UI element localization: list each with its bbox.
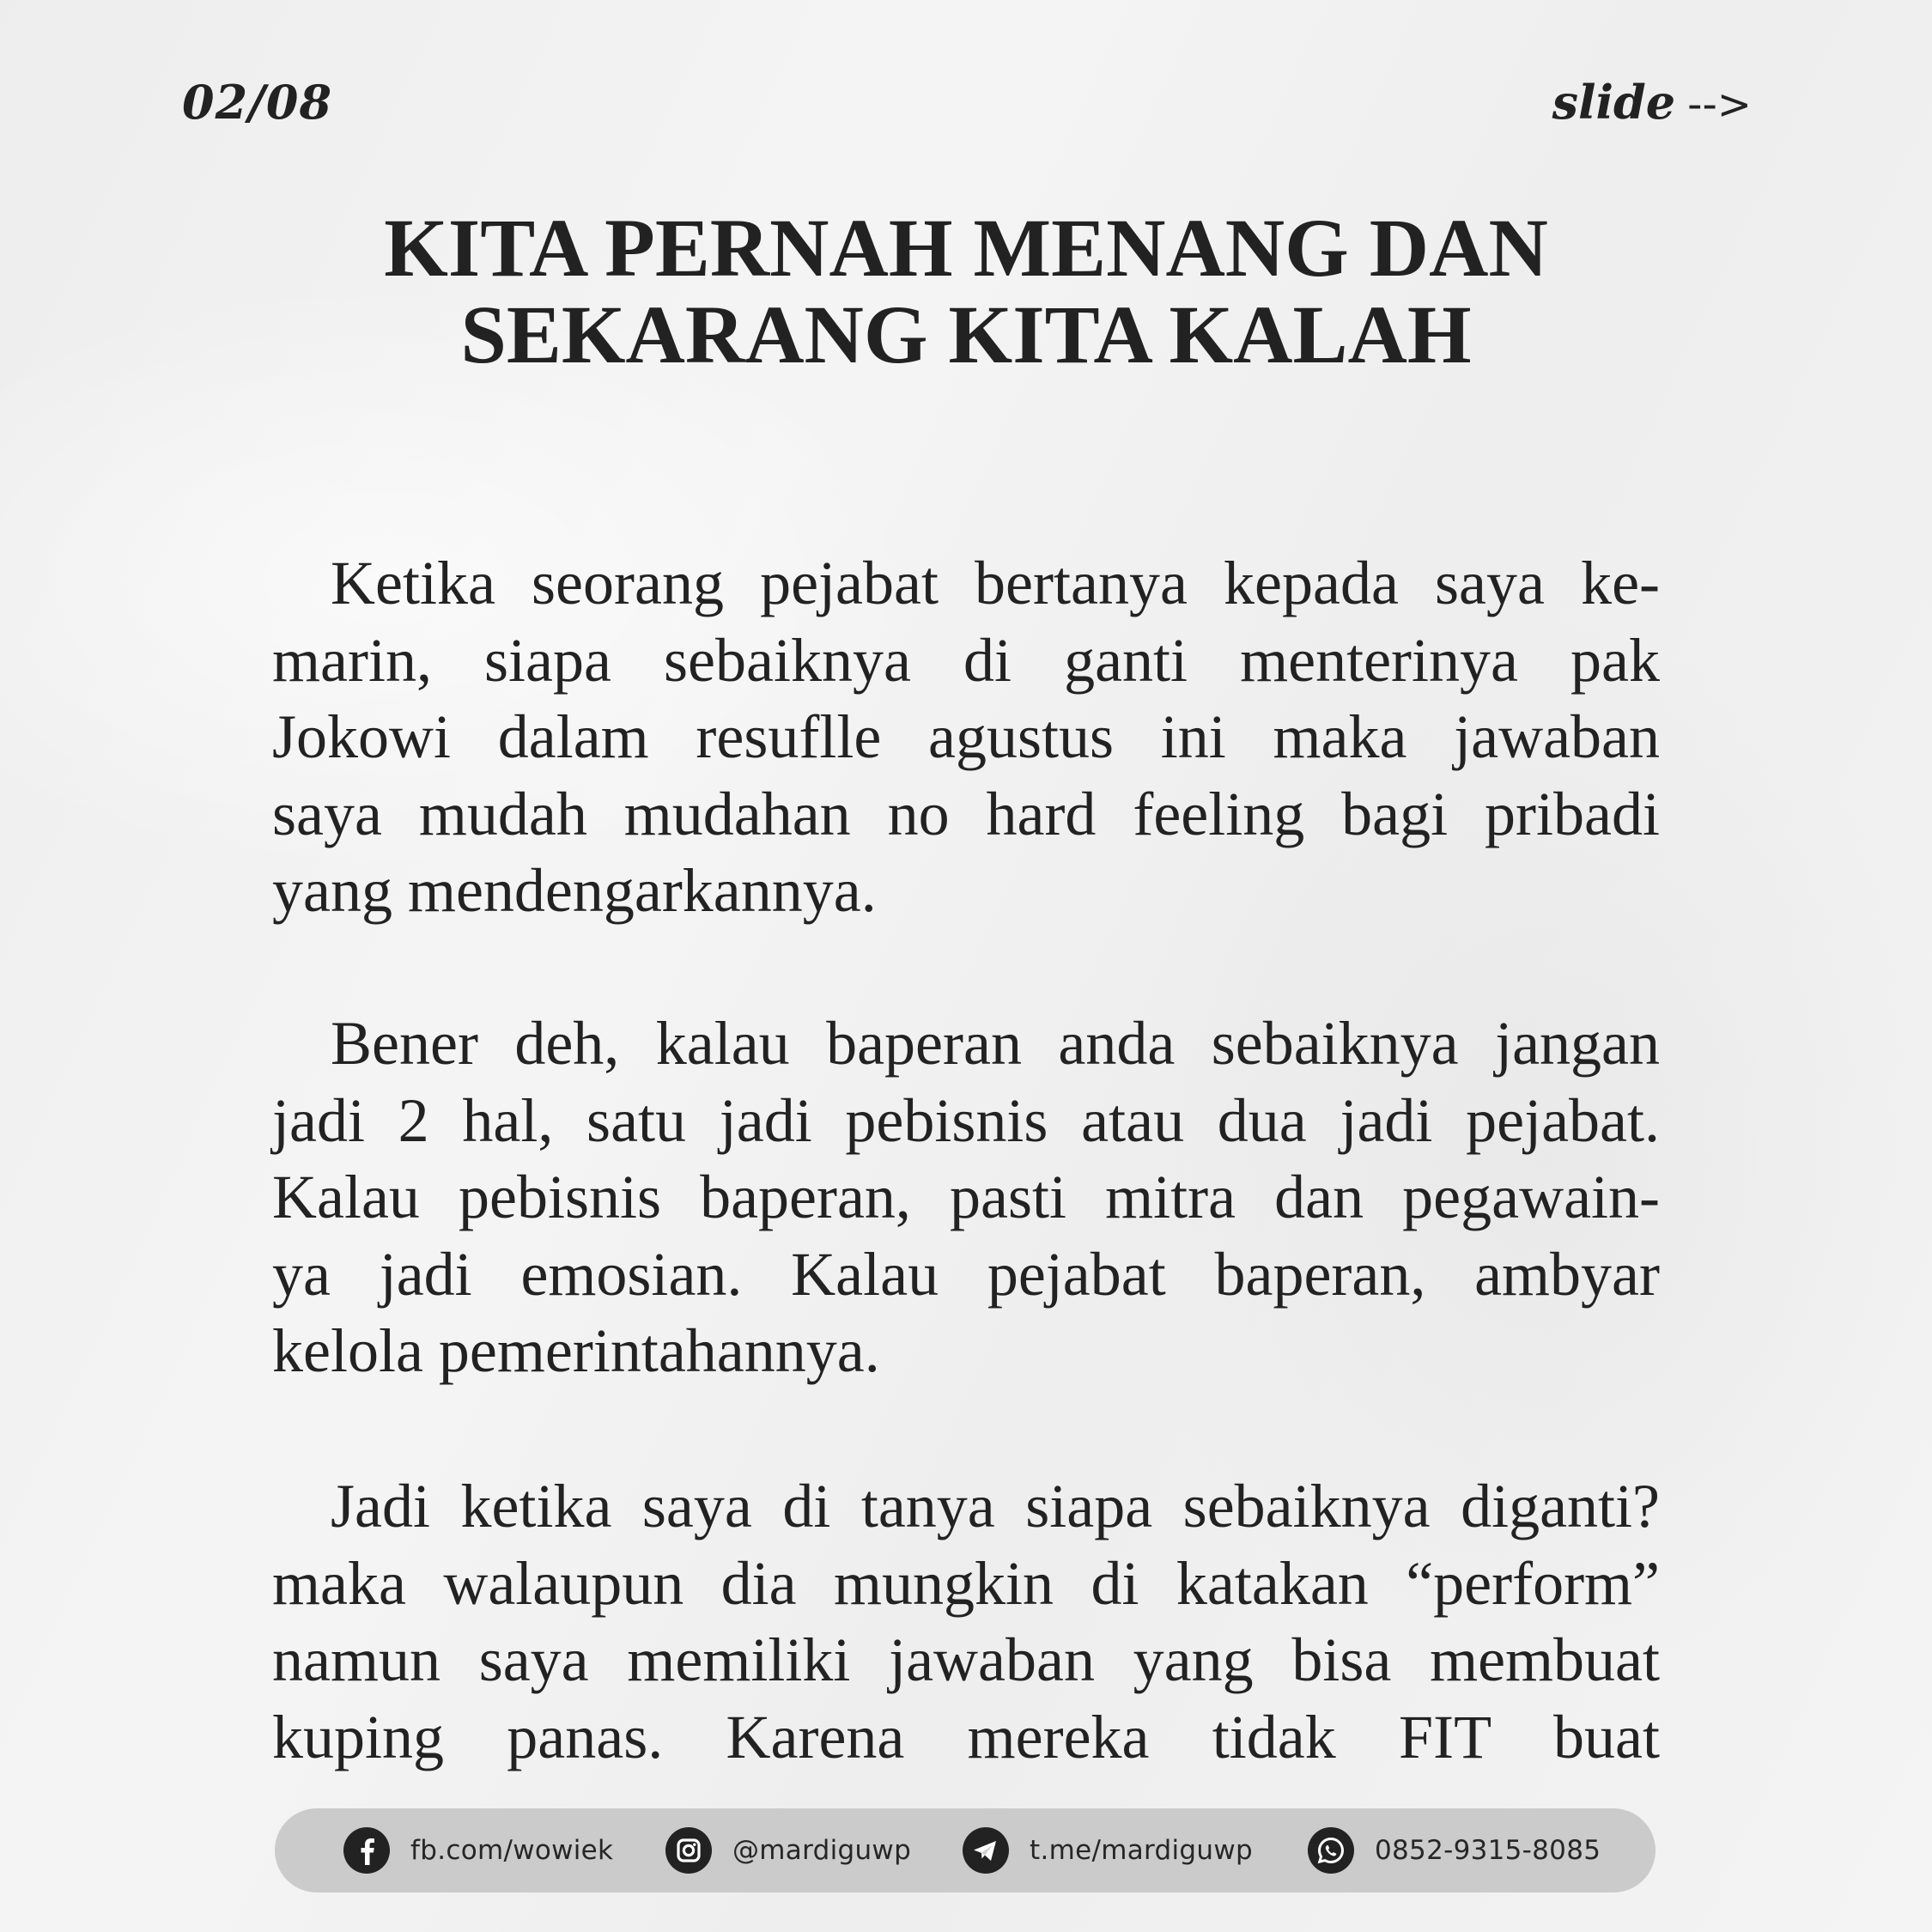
page-indicator: 02/08 bbox=[182, 75, 333, 130]
contact-footer bbox=[275, 1808, 1656, 1893]
paragraph-line: marin, siapa sebaiknya di ganti menterinya pak bbox=[272, 625, 1660, 695]
paragraph-line: Jokowi dalam resuflle agustus ini maka jawaban bbox=[272, 702, 1660, 771]
paragraph-line: jadi 2 hal, satu jadi pebisnis atau dua jadi pejabat. bbox=[272, 1085, 1660, 1155]
instagram-label: @mardiguwp bbox=[732, 1835, 912, 1866]
contact-facebook[interactable] bbox=[343, 1808, 613, 1893]
whatsapp-label: 0852-9315-8085 bbox=[1375, 1835, 1601, 1866]
page-title bbox=[0, 204, 1932, 378]
slide-hint bbox=[1552, 75, 1752, 130]
whatsapp-icon bbox=[1308, 1827, 1354, 1874]
paragraph-line: maka walaupun dia mungkin di katakan “perform” bbox=[272, 1548, 1660, 1618]
paragraph-line: Bener deh, kalau baperan anda sebaiknya jangan bbox=[331, 1009, 1660, 1078]
paragraph-line: Jadi ketika saya di tanya siapa sebaiknya diganti? bbox=[331, 1472, 1660, 1540]
facebook-icon bbox=[343, 1827, 390, 1874]
title-line-2: SEKARANG KITA KALAH bbox=[460, 289, 1472, 380]
paragraph-line: ya jadi emosian. Kalau pejabat baperan, ambyar bbox=[272, 1239, 1660, 1309]
arrow-right-icon: --> bbox=[1687, 81, 1752, 129]
paragraph-line: kuping panas. Karena mereka tidak FIT buat bbox=[272, 1702, 1660, 1771]
paragraph-line: Kalau pebisnis baperan, pasti mitra dan pegawain- bbox=[272, 1163, 1660, 1231]
paragraph-2 bbox=[272, 1005, 1660, 1390]
slide-hint-label: slide bbox=[1552, 75, 1676, 130]
contact-instagram[interactable] bbox=[665, 1808, 911, 1893]
paragraph-line: kelola pemerintahannya. bbox=[272, 1316, 880, 1385]
paragraph-line: yang mendengarkannya. bbox=[272, 856, 877, 925]
paragraph-3 bbox=[272, 1468, 1660, 1776]
paragraph-line: saya mudah mudahan no hard feeling bagi pribadi bbox=[272, 779, 1660, 848]
paragraph-line: namun saya memiliki jawaban yang bisa membuat bbox=[272, 1625, 1660, 1694]
telegram-label: t.me/mardiguwp bbox=[1030, 1835, 1253, 1866]
telegram-icon bbox=[963, 1827, 1009, 1874]
paragraph-1 bbox=[272, 545, 1660, 930]
title-line-1: KITA PERNAH MENANG DAN bbox=[384, 202, 1548, 294]
contact-whatsapp[interactable] bbox=[1308, 1808, 1601, 1893]
contact-telegram[interactable] bbox=[963, 1808, 1253, 1893]
paragraph-line: Ketika seorang pejabat bertanya kepada saya ke- bbox=[331, 549, 1660, 617]
facebook-label: fb.com/wowiek bbox=[410, 1835, 614, 1866]
instagram-icon bbox=[665, 1827, 712, 1874]
